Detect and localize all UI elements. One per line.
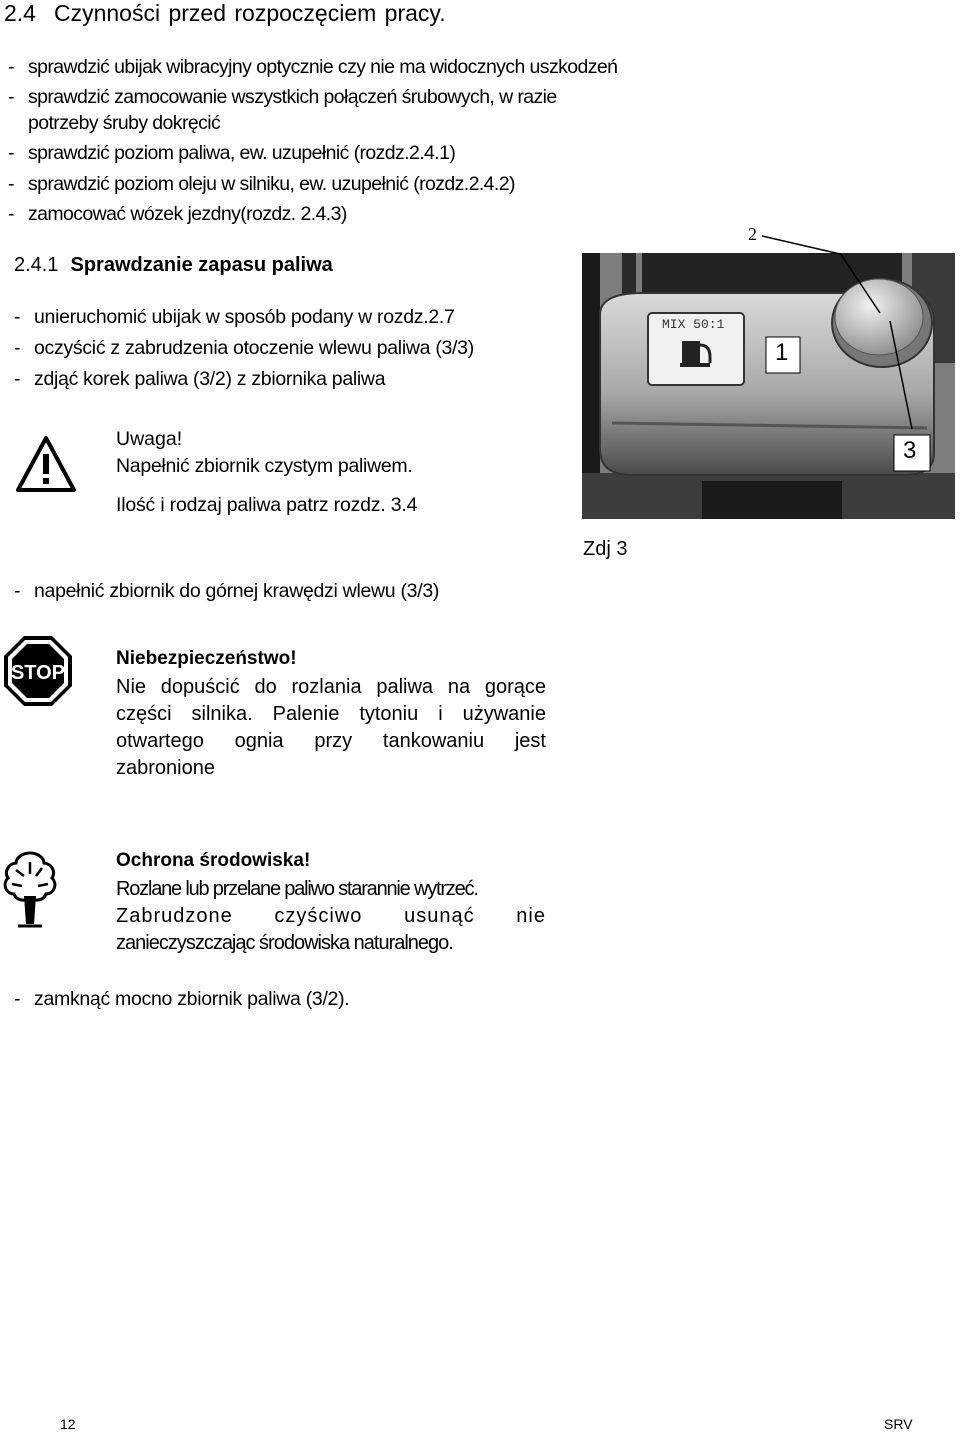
callout-3: 3 <box>903 437 917 464</box>
section-title <box>4 0 446 27</box>
stop-sign-icon <box>2 634 74 708</box>
intro-item: - sprawdzić ubijak wibracyjny optycznie czy nie ma widocznych uszkodzeń <box>8 56 618 78</box>
callout-1: 1 <box>775 339 789 366</box>
danger-note <box>116 648 546 780</box>
environment-note <box>116 850 546 955</box>
environment-line: zanieczyszczając środowiska naturalnego. <box>116 932 453 954</box>
environment-line: Rozlane lub przelane paliwo starannie wytrzeć. <box>116 878 478 900</box>
page-number: 12 <box>60 1416 76 1432</box>
warning-triangle-icon <box>14 434 78 494</box>
fuel-tank-photo <box>582 253 955 519</box>
stop-sign-text: STOP <box>10 662 66 684</box>
photo-caption: Zdj 3 <box>583 538 628 560</box>
intro-item: - sprawdzić zamocowanie wszystkich połączeń śrubowych, w razie <box>8 86 557 108</box>
step-item: - zdjąć korek paliwa (3/2) z zbiornika paliwa <box>14 368 386 390</box>
subsection-heading <box>14 254 333 277</box>
danger-line: Nie dopuścić do rozlania paliwa na gorące <box>116 676 546 698</box>
environment-line: Zabrudzone czyściwo usunąć nie <box>116 905 546 927</box>
step-item: - unieruchomić ubijak w sposób podany w rozdz.2.7 <box>14 306 455 328</box>
subsection-number: 2.4.1 <box>14 254 59 276</box>
intro-item: - sprawdzić poziom paliwa, ew. uzupełnić (rozdz.2.4.1) <box>8 142 456 164</box>
environment-heading: Ochrona środowiska! <box>116 850 311 871</box>
danger-line: otwartego ognia przy tankowaniu jest <box>116 730 546 752</box>
warning-heading: Uwaga! <box>116 428 183 450</box>
close-step: - zamknąć mocno zbiornik paliwa (3/2). <box>14 988 350 1010</box>
callout-2-leader <box>760 228 850 258</box>
warning-line: Napełnić zbiornik czystym paliwem. <box>116 455 413 477</box>
subsection-title: Sprawdzanie zapasu paliwa <box>70 254 333 276</box>
intro-item-continued: potrzeby śruby dokręcić <box>28 112 221 134</box>
intro-item: - zamocować wózek jezdny(rozdz. 2.4.3) <box>8 203 347 225</box>
fill-step: - napełnić zbiornik do górnej krawędzi wlewu (3/3) <box>14 580 440 602</box>
warning-note <box>116 428 417 517</box>
callout-2: 2 <box>748 224 757 244</box>
danger-heading: Niebezpieczeństwo! <box>116 648 297 669</box>
mix-label: MIX 50:1 <box>662 317 725 332</box>
step-item: - oczyścić z zabrudzenia otoczenie wlewu paliwa (3/3) <box>14 337 474 359</box>
section-title-text: Czynności przed rozpoczęciem pracy. <box>53 0 446 26</box>
tree-icon <box>2 850 58 930</box>
document-code: SRV <box>884 1416 913 1432</box>
danger-line: zabronione <box>116 757 215 779</box>
intro-item: - sprawdzić poziom oleju w silniku, ew. uzupełnić (rozdz.2.4.2) <box>8 173 515 195</box>
section-number: 2.4 <box>4 0 36 26</box>
danger-line: części silnika. Palenie tytoniu i używanie <box>116 703 546 725</box>
warning-line: Ilość i rodzaj paliwa patrz rozdz. 3.4 <box>116 494 418 516</box>
